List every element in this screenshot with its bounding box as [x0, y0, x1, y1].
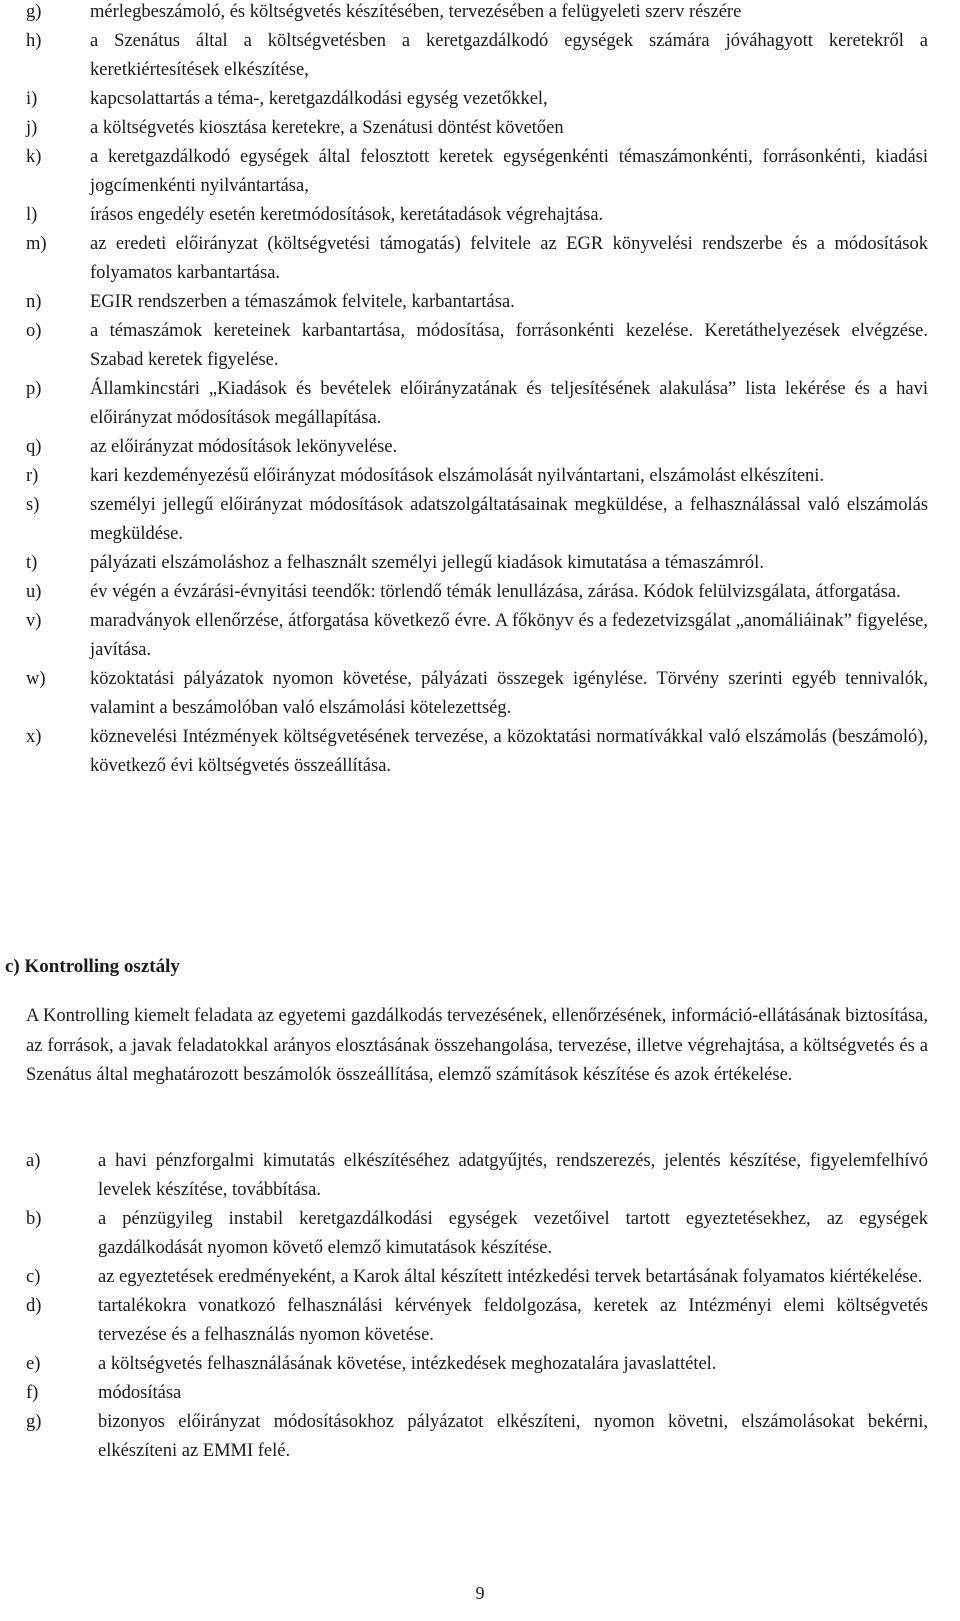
list-item-text: az előirányzat módosítások lekönyvelése.	[90, 437, 398, 457]
list-item	[26, 0, 928, 27]
section-title: Kontrolling osztály	[24, 956, 180, 977]
list-item-text: maradványok ellenőrzése, átforgatása következő évre. A főkönyv és a fedezetvizsgálat „anomáliáinak” figyelése, javítása.	[90, 611, 928, 660]
list-item	[26, 1147, 928, 1205]
list-item	[26, 665, 928, 723]
list-item-label: b)	[26, 1209, 42, 1229]
list-item-text: a pénzügyileg instabil keretgazdálkodási egységek vezetőivel tartott egyeztetésekhez, az egységek gazdálkodását nyomon követő elemző kimutatások készítése.	[98, 1209, 928, 1258]
list-item	[26, 1263, 928, 1292]
list-item	[26, 462, 928, 491]
list-item-text: közoktatási pályázatok nyomon követése, pályázati összegek igénylése. Törvény szerinti egyéb tennivalók, valamint a beszámolóban való elszámolási kötelezettség.	[90, 669, 928, 718]
list-item	[26, 491, 928, 549]
list-item	[26, 578, 928, 607]
list-item	[26, 607, 928, 665]
list-item-text: a Szenátus által a költségvetésben a keretgazdálkodó egységek számára jóváhagyott keretekről a keretkiértesítések elkészítése,	[90, 31, 928, 80]
list-item-label: r)	[26, 466, 39, 486]
kontrolling-task-list	[26, 1147, 928, 1466]
list-item	[26, 201, 928, 230]
list-item-label: s)	[26, 495, 40, 515]
list-item-text: személyi jellegű előirányzat módosítások adatszolgáltatásainak megküldése, a felhasználással való elszámolás megküldése.	[90, 495, 928, 544]
list-item-text: tartalékokra vonatkozó felhasználási kérvények feldolgozása, keretek az Intézményi elemi költségvetés tervezése és a felhasználás nyomon követése.	[98, 1296, 928, 1345]
list-item	[26, 1408, 928, 1466]
section-heading	[5, 954, 180, 980]
list-item-text: Államkincstári „Kiadások és bevételek előirányzatának és teljesítésének alakulása” lista lekérése és a havi előirányzat módosítások megállapítása.	[90, 379, 928, 428]
list-item-label: g)	[26, 1412, 42, 1432]
list-item-text: a költségvetés kiosztása keretekre, a Szenátusi döntést követően	[90, 118, 564, 138]
list-item-label: x)	[26, 727, 42, 747]
list-item-label: w)	[26, 669, 46, 689]
list-item-label: f)	[26, 1383, 39, 1403]
section-intro-paragraph: A Kontrolling kiemelt feladata az egyetemi gazdálkodás tervezésének, ellenőrzésének, információ-ellátásának biztosítása, az források, a javak feladatokkal arányos elosztásának összehangolása, tervezése, illetve végrehajtása, a költségvetés és a Szenátus által meghatározott beszámolók összeállítása, elemző számítások készítése és azok értékelése.	[26, 1006, 928, 1085]
list-item-label: p)	[26, 379, 42, 399]
list-item	[26, 1350, 928, 1379]
list-item-label: e)	[26, 1354, 41, 1374]
list-item-text: az eredeti előirányzat (költségvetési támogatás) felvitele az EGR könyvelési rendszerbe és a módosítások folyamatos karbantartása.	[90, 234, 928, 283]
list-item-label: l)	[26, 205, 38, 225]
list-item	[26, 1205, 928, 1263]
section-label: c)	[5, 956, 20, 977]
list-item-label: k)	[26, 147, 42, 167]
list-item-label: t)	[26, 553, 38, 573]
list-item-label: d)	[26, 1296, 42, 1316]
list-item-label: u)	[26, 582, 42, 602]
list-item-label: m)	[26, 234, 47, 254]
list-item-text: módosítása	[98, 1383, 182, 1403]
list-item-label: v)	[26, 611, 42, 631]
list-item	[26, 27, 928, 85]
list-item-text: mérlegbeszámoló, és költségvetés készítésében, tervezésében a felügyeleti szerv részére	[90, 2, 742, 22]
list-item-text: kapcsolattartás a téma-, keretgazdálkodási egység vezetőkkel,	[90, 89, 548, 109]
list-item-text: kari kezdeményezésű előirányzat módosítások elszámolását nyilvántartani, elszámolást elkészíteni.	[90, 466, 825, 486]
list-item-text: az egyeztetések eredményeként, a Karok által készített intézkedési tervek betartásának folyamatos kiértékelése.	[98, 1267, 923, 1287]
list-item	[26, 114, 928, 143]
list-item-text: a keretgazdálkodó egységek által felosztott keretek egységenkénti témaszámonkénti, forrásonkénti, kiadási jogcímenkénti nyilvántartása,	[90, 147, 928, 196]
list-item	[26, 723, 928, 781]
list-item	[26, 1292, 928, 1350]
list-item-label: h)	[26, 31, 42, 51]
list-item-label: g)	[26, 2, 42, 22]
list-item	[26, 433, 928, 462]
page-number: 9	[475, 1583, 485, 1603]
list-item-label: a)	[26, 1151, 41, 1171]
list-item-label: n)	[26, 292, 42, 312]
list-item	[26, 288, 928, 317]
list-item-label: c)	[26, 1267, 41, 1287]
list-item	[26, 143, 928, 201]
list-item-label: i)	[26, 89, 38, 109]
list-item	[26, 549, 928, 578]
list-item-label: o)	[26, 321, 42, 341]
list-item-text: bizonyos előirányzat módosításokhoz pályázatot elkészíteni, nyomon követni, elszámolásokat bekérni, elkészíteni az EMMI felé.	[98, 1412, 928, 1461]
list-item	[26, 375, 928, 433]
list-item-text: a költségvetés felhasználásának követése, intézkedések meghozatalára javaslattétel.	[98, 1354, 717, 1374]
list-item	[26, 1379, 928, 1408]
list-item	[26, 230, 928, 288]
list-item	[26, 85, 928, 114]
list-item-text: EGIR rendszerben a témaszámok felvitele, karbantartása.	[90, 292, 515, 312]
list-item-label: q)	[26, 437, 42, 457]
task-list-continued	[26, 0, 928, 781]
list-item-text: pályázati elszámoláshoz a felhasznált személyi jellegű kiadások kimutatása a témaszámról.	[90, 553, 764, 573]
list-item	[26, 317, 928, 375]
list-item-text: a havi pénzforgalmi kimutatás elkészítéséhez adatgyűjtés, rendszerezés, jelentés készítése, figyelemfelhívó levelek készítése, továbbítása.	[98, 1151, 928, 1200]
list-item-label: j)	[26, 118, 38, 138]
list-item-text: írásos engedély esetén keretmódosítások, keretátadások végrehajtása.	[90, 205, 604, 225]
list-item-text: köznevelési Intézmények költségvetésének tervezése, a közoktatási normatívákkal való elszámolás (beszámoló), következő évi költségvetés összeállítása.	[90, 727, 928, 776]
list-item-text: a témaszámok kereteinek karbantartása, módosítása, forrásonkénti kezelése. Keretáthelyezések elvégzése. Szabad keretek figyelése.	[90, 321, 928, 370]
list-item-text: év végén a évzárási-évnyitási teendők: törlendő témák lenullázása, zárása. Kódok felülvizsgálata, átforgatása.	[90, 582, 901, 602]
